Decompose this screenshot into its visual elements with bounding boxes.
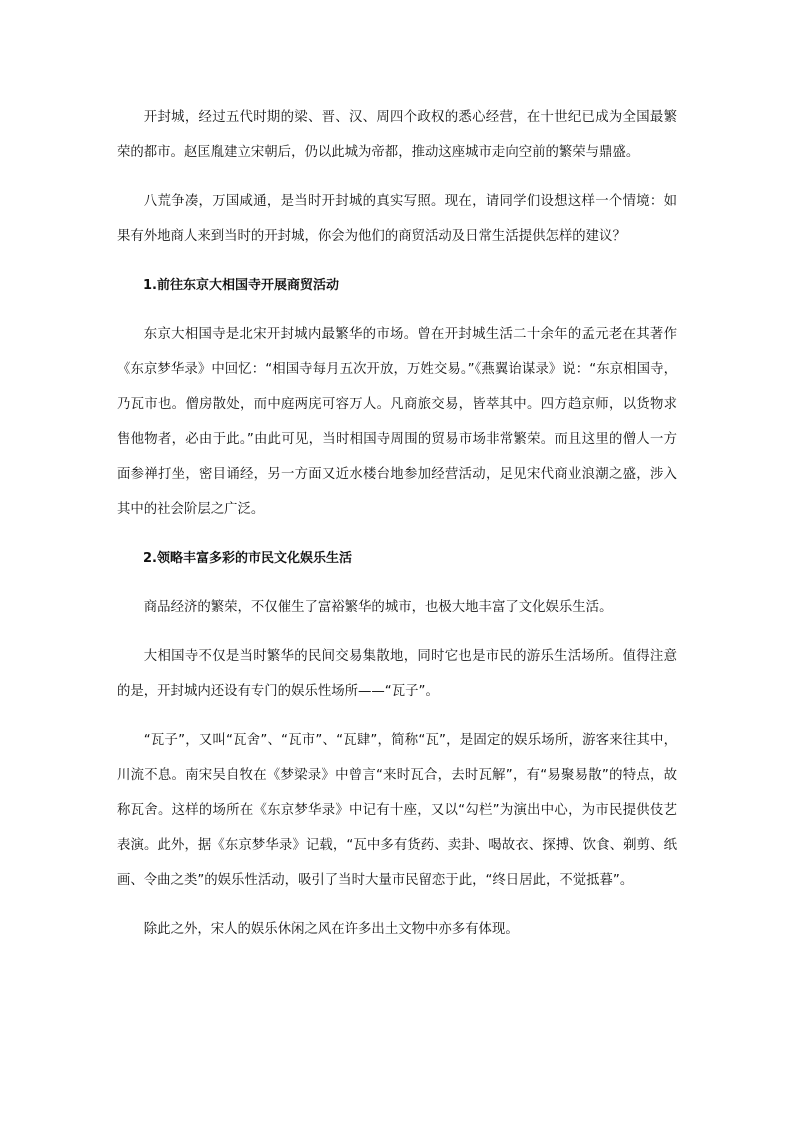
section-1-heading: 1.前往东京大相国寺开展商贸活动 (143, 278, 339, 293)
section-2-paragraph-3: “瓦子”，又叫“瓦舍”、“瓦市”、“瓦肆”，简称“瓦”，是固定的娱乐场所，游客来往其中，川流不息。南宋吴自牧在《梦梁录》中曾言“来时瓦合，去时瓦解”，有“易聚易散”的特点，故称瓦舍。这样的场所在《东京梦华录》中记有十座，又以“勾栏”为演出中心，为市民提供伎艺表演。此外，据《东京梦华录》记载，“瓦中多有货药、卖卦、喝故衣、探搏、饮食、剃剪、纸画、令曲之类”的娱乐性活动，吸引了当时大量市民留恋于此，“终日居此，不觉抵暮”。 (117, 733, 677, 888)
section-2-heading: 2.领略丰富多彩的市民文化娱乐生活 (143, 551, 352, 566)
section-2-paragraph-4: 除此之外，宋人的娱乐休闲之风在许多出土文物中亦多有体现。 (143, 922, 519, 937)
paragraph-intro-2: 八荒争凑，万国咸通，是当时开封城的真实写照。现在，请同学们设想这样一个情境：如果有外地商人来到当时的开封城，你会为他们的商贸活动及日常生活提供怎样的建议？ (117, 194, 677, 244)
section-2-paragraph-2: 大相国寺不仅是当时繁华的民间交易集散地，同时它也是市民的游乐生活场所。值得注意的是，开封城内还设有专门的娱乐性场所——“瓦子”。 (117, 649, 677, 699)
paragraph-intro-1: 开封城，经过五代时期的梁、晋、汉、周四个政权的悉心经营，在十世纪已成为全国最繁荣的都市。赵匡胤建立宋朝后，仍以此城为帝都，推动这座城市走向空前的繁荣与鼎盛。 (117, 110, 677, 160)
document-page (117, 100, 677, 961)
section-2-paragraph-1: 商品经济的繁荣，不仅催生了富裕繁华的城市，也极大地丰富了文化娱乐生活。 (143, 600, 613, 615)
section-1-paragraph-1: 东京大相国寺是北宋开封城内最繁华的市场。曾在开封城生活二十余年的孟元老在其著作《东京梦华录》中回忆：“相国寺每月五次开放，万姓交易。”《燕翼诒谋录》说：“东京相国寺，乃瓦市也。僧房散处，而中庭两庑可容万人。凡商旅交易，皆萃其中。四方趋京师，以货物求售他物者，必由于此。”由此可见，当时相国寺周围的贸易市场非常繁荣。而且这里的僧人一方面参禅打坐，密目诵经，另一方面又近水楼台地参加经营活动，足见宋代商业浪潮之盛，涉入其中的社会阶层之广泛。 (117, 327, 677, 517)
